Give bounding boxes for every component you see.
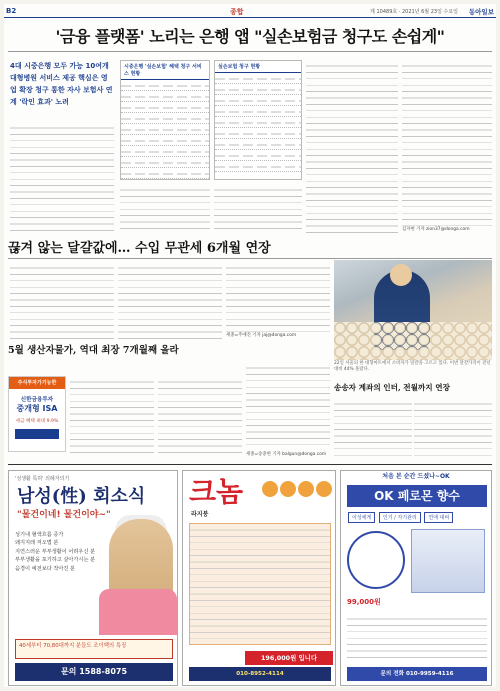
shinhan-ad-product: 중개형 ISA	[16, 404, 58, 413]
ad2-badges	[261, 479, 333, 509]
article1-table1	[120, 60, 210, 180]
ad3-tag: 이성에게	[348, 512, 375, 523]
article4-col1	[334, 398, 412, 460]
ad-perfume	[340, 470, 492, 686]
article1-col2	[120, 184, 210, 234]
article2-col2	[118, 262, 222, 342]
ad3-product-image	[411, 529, 485, 593]
issue-info: 제 10489호 · 2021년 6월 23일 수요일	[370, 9, 458, 15]
ad1-item: 부부생활을 포기하고 살아가시는 분	[15, 557, 96, 564]
article1-byline: 김자현 기자 zion37@donga.com	[402, 227, 470, 232]
ad3-tag: 인기 / 자기관리	[379, 512, 421, 523]
page-header	[4, 4, 496, 18]
ad2-body	[189, 523, 331, 645]
ad1-phone: 문의 1588-8075	[15, 663, 173, 681]
ad3-tag: 연애 대비	[424, 512, 453, 523]
shinhan-ad-top: 주식투자가기능한	[9, 377, 65, 389]
article1-col4	[306, 60, 398, 234]
article3-col3	[246, 362, 330, 450]
ad2-title: 크놈	[189, 475, 244, 508]
ad1-item: 왜지지레 저오법 분	[15, 540, 59, 547]
ad2-price: 196,000원 입니다	[245, 651, 333, 665]
article3-col2	[158, 376, 242, 458]
article2-byline: 세종=주애진 기자 jaj@donga.com	[226, 333, 297, 338]
ad1-top: '성생활 특허' 의례자의기	[15, 476, 70, 482]
page-number: B2	[6, 7, 17, 15]
table2-title: 실손보험 청구 현황	[215, 61, 301, 73]
shinhan-ad-brand: 신한금융투자	[20, 397, 54, 403]
article3-col1	[70, 376, 154, 458]
shinhan-ad	[8, 376, 66, 452]
ad-divider	[8, 464, 492, 465]
table1-title: 시중은행 '실손보험' 혜택 청구 서비스 현황	[121, 61, 209, 80]
article4-headline: 송송자 계좌의 인터, 전월까지 연장	[334, 383, 450, 392]
ad3-phone: 문의 전화 010-9959-4116	[347, 667, 487, 681]
ad3-circle-graphic	[347, 531, 405, 589]
ad2-subtitle: 라지붕	[191, 511, 209, 518]
article1-col3	[214, 184, 302, 234]
ad3-brand: OK 페로몬 향수	[347, 485, 487, 507]
ad1-title: 남성(性) 회소식	[17, 486, 146, 507]
ad3-top: 처음 본 순간 드셨나~OK	[382, 473, 450, 480]
ad-health-product	[8, 470, 178, 686]
ad1-model-shirt	[99, 589, 177, 635]
article1-col1	[10, 122, 114, 232]
article1-lead: 4대 시중은행 모두 가능 10여개 대형병원 서비스 제공 핵심은 영업 확장 청구 통한 자사 보험사 연계 '락인 효과' 노려	[10, 62, 113, 106]
ad1-box: 40세부터 70,80대까지 분들도 조이백의 특징	[15, 639, 173, 659]
ad3-tags	[347, 511, 487, 524]
article1-col5	[402, 60, 492, 226]
ad1-list	[15, 531, 119, 573]
ad1-item: 음경이 예전보다 작아진 분	[15, 565, 76, 572]
egg-shopper-photo	[334, 260, 492, 360]
shinhan-ad-promo: 세금 혜택 최대 9.9%	[15, 419, 59, 424]
ad2-phone: 010-8952-4114	[189, 667, 331, 681]
article2-col3	[226, 262, 330, 332]
article2-col1	[10, 262, 114, 342]
article2-headline: 끊겨 않는 달걀값에… 수입 무관세 6개월 연장	[8, 240, 492, 259]
ad3-price: 99,000원	[347, 598, 381, 606]
ad1-item: 지연스러운 부부생활이 어려우신 분	[15, 548, 96, 555]
article1-headline: '금융 플랫폼' 노리는 은행 앱 "실손보험금 청구도 손쉽게"	[8, 22, 492, 52]
paper-logo: 동아일보	[468, 8, 494, 16]
article3-headline: 5월 생산자물가, 역대 최장 7개월째 올라	[8, 345, 179, 356]
ad1-item: 성기내 혈액흐름 증가	[15, 532, 64, 538]
section-name: 종합	[230, 8, 244, 16]
ad1-subtitle: "물건이네! 물건이야~"	[17, 510, 111, 520]
article1-table2	[214, 60, 302, 180]
photo-caption: 22일 서울의 한 대형마트에서 소비자가 달걀을 고르고 있다. 이번 달걀가격이 전년 대비 44% 올랐다.	[334, 361, 491, 372]
ad3-body	[347, 613, 487, 663]
article4-col2	[414, 398, 492, 460]
newspaper-page	[4, 4, 496, 687]
ad-supplement	[182, 470, 336, 686]
article3-byline: 세종=송충현 기자 balgun@donga.com	[246, 452, 327, 457]
